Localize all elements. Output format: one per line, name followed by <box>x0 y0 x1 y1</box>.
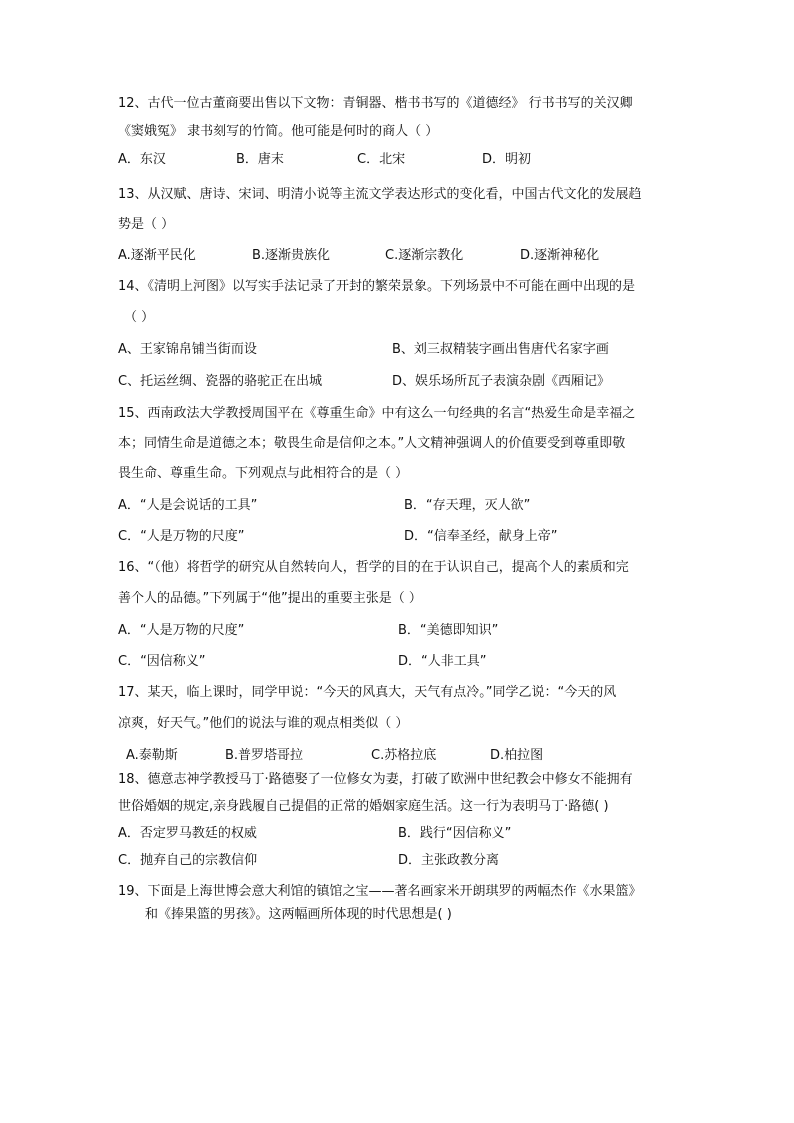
q15-option-c: C．“人是万物的尺度” <box>118 529 245 544</box>
q12-option-a: A．东汉 <box>118 152 166 167</box>
q18-line2: 世俗婚姻的规定,亲身践履自己提倡的正常的婚姻家庭生活。这一行为表明马丁·路德( ) <box>118 799 609 814</box>
q18-option-d: D．主张政教分离 <box>398 853 500 868</box>
q14-line2: （ ） <box>124 310 155 325</box>
q17-option-b: B.普罗塔哥拉 <box>225 748 304 763</box>
q18-option-a: A．否定罗马教廷的权威 <box>118 826 257 841</box>
q17-option-c: C.苏格拉底 <box>371 748 437 763</box>
q19-line2: 和《捧果篮的男孩》。这两幅画所体现的时代思想是( ) <box>145 907 452 922</box>
q15-line1: 15、西南政法大学教授周国平在《尊重生命》中有这么一句经典的名言“热爱生命是幸福之 <box>118 406 636 421</box>
q12-option-c: C．北宋 <box>357 152 406 167</box>
q18-option-c: C．抛弃自己的宗教信仰 <box>118 853 258 868</box>
q13-option-b: B.逐渐贵族化 <box>252 248 331 263</box>
q15-option-d: D．“信奉圣经，献身上帝” <box>404 529 558 544</box>
q14-option-c: C、托运丝绸、瓷器的骆驼正在出城 <box>118 374 323 389</box>
q12-line1: 12、古代一位古董商要出售以下文物：青铜器、楷书书写的《道德经》 行书书写的关汉卿 <box>118 96 633 111</box>
q16-line2: 善个人的品德。”下列属于“他”提出的重要主张是（ ） <box>118 591 422 606</box>
q17-line2: 凉爽，好天气。”他们的说法与谁的观点相类似（ ） <box>118 716 409 731</box>
q12-line2: 《窦娥冤》 隶书刻写的竹简。他可能是何时的商人（ ） <box>118 124 439 139</box>
q14-line1: 14、《清明上河图》以写实手法记录了开封的繁荣景象。下列场景中不可能在画中出现的是 <box>118 279 636 294</box>
q17-option-d: D.柏拉图 <box>490 748 544 763</box>
q16-option-d: D．“人非工具” <box>398 654 487 669</box>
q14-option-b: B、刘三叔精装字画出售唐代名家字画 <box>392 342 609 357</box>
q13-line1: 13、从汉赋、唐诗、宋词、明清小说等主流文学表达形式的变化看，中国古代文化的发展趋 <box>118 187 642 202</box>
q17-option-a: A.泰勒斯 <box>126 748 178 763</box>
q15-option-b: B．“存天理，灭人欲” <box>404 498 531 513</box>
q14-option-a: A、王家锦帛铺当街而设 <box>118 342 257 357</box>
q13-option-d: D.逐渐神秘化 <box>520 248 600 263</box>
q12-option-b: B．唐末 <box>236 152 284 167</box>
q17-line1: 17、某天，临上课时，同学甲说：“今天的风真大，天气有点冷。”同学乙说：“今天的风 <box>118 685 617 700</box>
q15-line2: 本；同情生命是道德之本；敬畏生命是信仰之本。”人文精神强调人的价值要受到尊重即敬 <box>118 436 626 451</box>
q14-option-d: D、娱乐场所瓦子表演杂剧《西厢记》 <box>392 374 611 389</box>
q15-option-a: A．“人是会说话的工具” <box>118 498 258 513</box>
q18-line1: 18、德意志神学教授马丁·路德娶了一位修女为妻，打破了欧洲中世纪教会中修女不能拥有 <box>118 772 633 787</box>
q18-option-b: B．践行“因信称义” <box>398 826 512 841</box>
q15-line3: 畏生命、尊重生命。下列观点与此相符合的是（ ） <box>118 466 409 481</box>
q16-line1: 16、“（他）将哲学的研究从自然转向人，哲学的目的在于认识自己，提高个人的素质和完 <box>118 560 629 575</box>
q19-line1: 19、下面是上海世博会意大利馆的镇馆之宝——著名画家米开朗琪罗的两幅杰作《水果篮》 <box>118 884 642 899</box>
q16-option-a: A．“人是万物的尺度” <box>118 623 245 638</box>
q16-option-c: C．“因信称义” <box>118 654 206 669</box>
q12-option-d: D．明初 <box>482 152 532 167</box>
q16-option-b: B．“美德即知识” <box>398 623 499 638</box>
q13-line2: 势是（ ） <box>118 217 175 232</box>
q13-option-a: A.逐渐平民化 <box>118 248 196 263</box>
q13-option-c: C.逐渐宗教化 <box>385 248 464 263</box>
